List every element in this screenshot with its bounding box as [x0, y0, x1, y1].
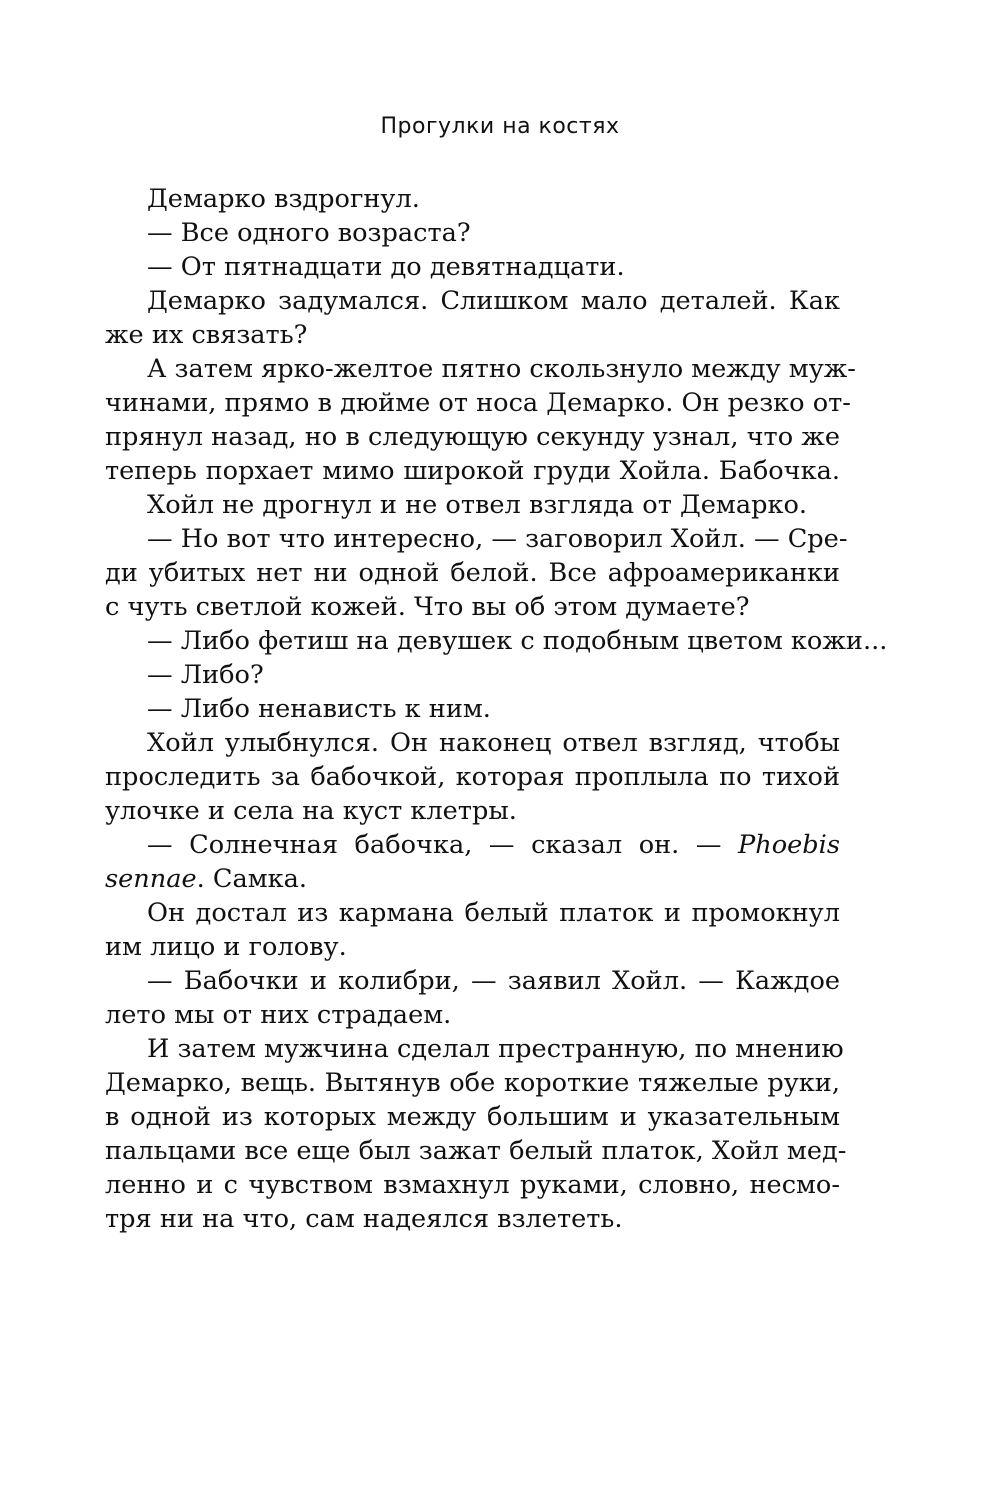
line-text: теперь порхает мимо широкой груди Хойла. Бабочка. — [105, 456, 840, 486]
line-text: — От пятнадцати до девятнадцати. — [147, 252, 625, 282]
line-text: — Либо ненависть к ним. — [147, 694, 491, 724]
line-text: — Либо фетиш на девушек с подобным цветом кожи... — [147, 626, 888, 656]
line-text: ленно и с чувством взмахнул руками, словно, несмо- — [105, 1170, 840, 1200]
line-text: лето мы от них страдаем. — [105, 1000, 452, 1030]
italic-term: Phoebis — [738, 830, 840, 860]
line-text: тря ни на что, сам надеялся взлететь. — [105, 1204, 623, 1234]
line-text: проследить за бабочкой, которая проплыла по тихой — [105, 762, 840, 792]
running-header: Прогулки на костях — [380, 114, 620, 139]
text-line — [105, 352, 856, 386]
line-text: улочке и села на куст клетры. — [105, 796, 517, 826]
text-line — [105, 794, 840, 828]
text-line — [105, 216, 840, 250]
line-text: прянул назад, но в следующую секунду узнал, что же — [105, 422, 840, 452]
text-line — [105, 760, 840, 794]
text-line — [105, 284, 840, 318]
text-line — [105, 556, 840, 590]
text-line — [105, 1134, 847, 1168]
text-line — [105, 1168, 840, 1202]
line-text: — Солнечная бабочка, — сказал он. — — [147, 830, 722, 860]
text-line — [105, 658, 840, 692]
text-line — [105, 964, 840, 998]
line-text: с чуть светлой кожей. Что вы об этом думаете? — [105, 592, 750, 622]
text-line — [105, 522, 848, 556]
line-text: — Но вот что интересно, — заговорил Хойл. — Сре- — [147, 524, 848, 554]
line-text: им лицо и голову. — [105, 932, 347, 962]
text-line — [105, 182, 840, 216]
line-text: же их связать? — [105, 320, 308, 350]
text-line — [105, 318, 840, 352]
line-text: Демарко вздрогнул. — [147, 184, 420, 214]
line-text: чинами, прямо в дюйме от носа Демарко. Он резко от- — [105, 388, 851, 418]
text-line — [105, 726, 840, 760]
text-line — [105, 862, 840, 896]
text-line — [105, 386, 851, 420]
text-line — [105, 1202, 840, 1236]
italic-term: sennae — [105, 864, 197, 894]
text-line — [105, 998, 840, 1032]
text-line — [105, 896, 840, 930]
text-line — [105, 1032, 844, 1066]
text-line — [105, 420, 840, 454]
body-text — [105, 182, 888, 1236]
line-text: Демарко задумался. Слишком мало деталей. Как — [147, 286, 840, 316]
line-text: — Все одного возраста? — [147, 218, 471, 248]
text-line — [105, 1066, 840, 1100]
line-text: пальцами все еще был зажат белый платок, Хойл мед- — [105, 1136, 847, 1166]
line-text: Демарко, вещь. Вытянув обе короткие тяжелые руки, — [105, 1068, 840, 1098]
text-line — [105, 624, 888, 658]
line-text: ди убитых нет ни одной белой. Все афроамериканки — [105, 558, 840, 588]
line-text: А затем ярко-желтое пятно скользнуло между муж- — [147, 354, 856, 384]
text-line — [105, 692, 840, 726]
line-text: — Либо? — [147, 660, 264, 690]
text-line — [105, 930, 840, 964]
line-text: Хойл улыбнулся. Он наконец отвел взгляд, чтобы — [147, 728, 840, 758]
text-line — [105, 250, 840, 284]
line-text: Хойл не дрогнул и не отвел взгляда от Демарко. — [147, 490, 808, 520]
text-line — [105, 1100, 840, 1134]
line-text: . Самка. — [196, 864, 308, 894]
line-text: Он достал из кармана белый платок и промокнул — [147, 898, 840, 928]
line-text: в одной из которых между большим и указательным — [105, 1102, 840, 1132]
text-line — [105, 488, 840, 522]
text-line — [105, 454, 840, 488]
line-text: И затем мужчина сделал престранную, по мнению — [147, 1034, 844, 1064]
text-line — [105, 828, 840, 862]
text-line — [105, 590, 840, 624]
line-text: — Бабочки и колибри, — заявил Хойл. — Каждое — [147, 966, 840, 996]
